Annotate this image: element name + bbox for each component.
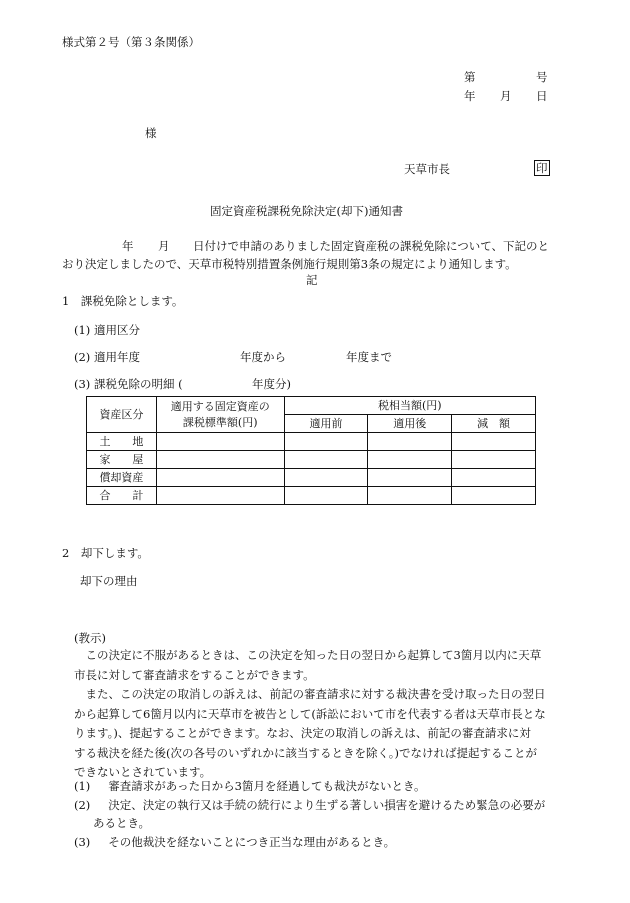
rejection-reason-label: 却下の理由 [80, 574, 138, 588]
document-title: 固定資産税課税免除決定(却下)通知書 [210, 204, 403, 218]
body-line1: 日付けで申請のありました固定資産税の課税免除について、下記のと [193, 239, 550, 253]
date-year: 年 [464, 89, 476, 103]
row-label-depreciable: 償却資産 [87, 469, 157, 487]
notice-item-3: (3) その他裁決を経ないことにつき正当な理由があるとき。 [74, 835, 396, 849]
table-cell [284, 451, 368, 469]
body-line2: おり決定しましたので、天草市税特別措置条例施行規則第3条の規定により通知します。 [62, 257, 517, 271]
header-asset: 資産区分 [87, 397, 157, 433]
date-month: 月 [500, 89, 512, 103]
table-cell [452, 487, 536, 505]
table-row [87, 487, 536, 505]
item2-from: 年度から [240, 350, 286, 364]
notice-paragraph-1: この決定に不服があるときは、この決定を知った日の翌日から起算して3箇月以内に天草 市長に対して審査請求をすることができます。 [74, 648, 542, 682]
table-cell [452, 433, 536, 451]
row-label-land: 土 地 [87, 433, 157, 451]
header-reduce: 減 額 [452, 415, 536, 433]
item2-label: (2) 適用年度 [74, 350, 140, 364]
header-after: 適用後 [368, 415, 452, 433]
seal-mark: 印 [536, 161, 548, 175]
table-cell [156, 451, 284, 469]
addressee-suffix: 様 [145, 126, 157, 140]
section1-heading: 1 課税免除とします。 [62, 294, 184, 308]
row-label-house: 家 屋 [87, 451, 157, 469]
table-cell [368, 451, 452, 469]
header-before: 適用前 [284, 415, 368, 433]
table-cell [284, 433, 368, 451]
item3-label: (3) 課税免除の明細 ( [74, 377, 183, 391]
form-label: 様式第２号（第３条関係） [62, 35, 200, 49]
table-cell [452, 451, 536, 469]
notice-heading: (教示) [74, 631, 106, 645]
section2-heading: 2 却下します。 [62, 546, 149, 560]
table-cell [156, 469, 284, 487]
row-label-total: 合 計 [87, 487, 157, 505]
body-year: 年 [122, 239, 134, 253]
header-standard: 適用する固定資産の 課税標準額(円) [156, 397, 284, 433]
item3-suffix: 年度分) [252, 377, 291, 391]
table-cell [156, 487, 284, 505]
table-row [87, 433, 536, 451]
notice-item-2: (2) 決定、決定の執行又は手続の続行により生ずる著しい損害を避けるため緊急の必要が [74, 798, 546, 812]
table-cell [368, 487, 452, 505]
notice-paragraph-2: また、この決定の取消しの訴えは、前記の審査請求に対する裁決書を受け取った日の翌日 から起算して6箇月以内に天草市を被告として(訴訟において市を代表する者は天草市長とな ります。)、提起することができます。なお、決定の取消しの訴えは、前記の審査請求に対 する裁決を経た後(次の各号のいずれかに該当するときを除く。)でなければ提起することが できないとされています。 [74, 687, 546, 779]
table-cell [156, 433, 284, 451]
notice-item-1: (1) 審査請求があった日から3箇月を経過しても裁決がないとき。 [74, 779, 426, 793]
header-tax: 税相当額(円) [284, 397, 535, 415]
exemption-detail-table [86, 396, 536, 505]
table-row [87, 469, 536, 487]
table-row [87, 451, 536, 469]
notice-item-2-continuation: あるとき。 [93, 816, 151, 830]
ki-label: 記 [306, 273, 318, 287]
number-prefix: 第 [464, 70, 476, 84]
table-cell [284, 487, 368, 505]
item1-label: (1) 適用区分 [74, 323, 140, 337]
date-day: 日 [536, 89, 548, 103]
table-cell [452, 469, 536, 487]
table-cell [368, 433, 452, 451]
table-cell [284, 469, 368, 487]
issuer-name: 天草市長 [404, 162, 450, 176]
body-month: 月 [158, 239, 170, 253]
number-suffix: 号 [536, 70, 548, 84]
item2-to: 年度まで [346, 350, 392, 364]
table-cell [368, 469, 452, 487]
